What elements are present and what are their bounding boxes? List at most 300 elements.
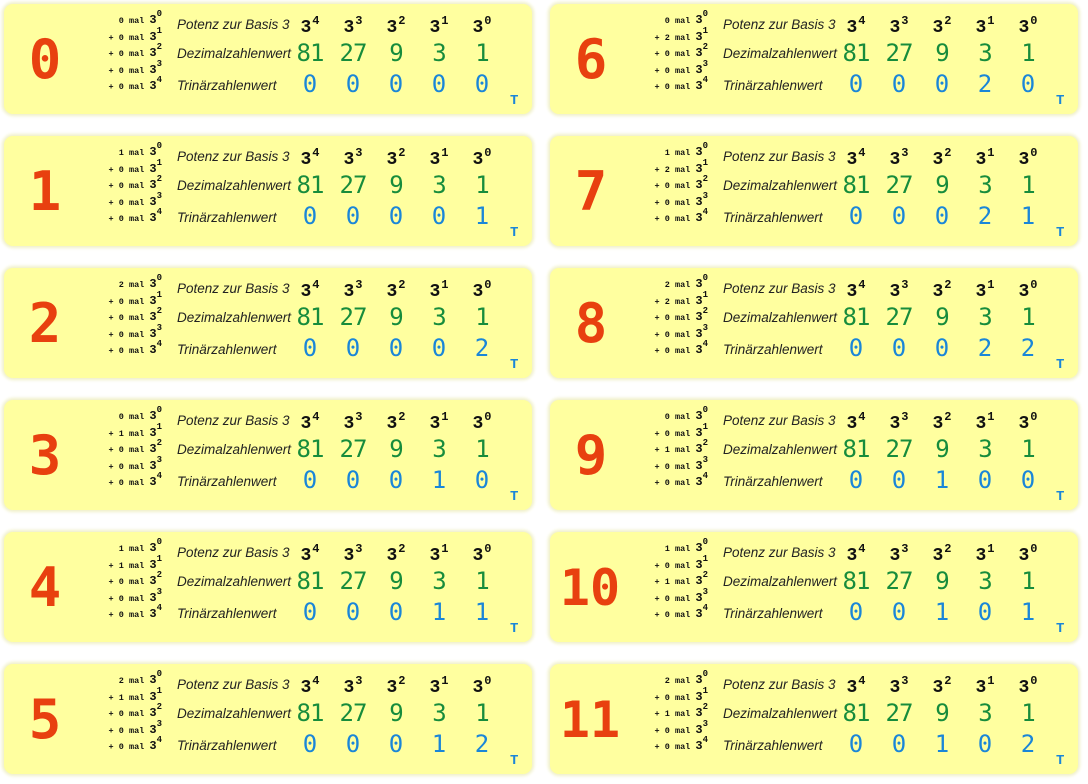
expansion-term (78, 421, 162, 438)
power-label: Potenz zur Basis 3 (177, 149, 290, 164)
term-mal: mal (674, 709, 691, 719)
term-base: 3 (695, 475, 703, 489)
term-exponent: 2 (702, 702, 708, 712)
ternary-digit: 0 (891, 334, 907, 362)
term-mal: mal (674, 577, 691, 587)
number-card (550, 664, 1078, 774)
decimal-cell: 1 (1021, 699, 1035, 727)
term-exponent: 3 (702, 322, 708, 333)
term-coefficient: 0 (118, 742, 124, 752)
term-prefix: + (108, 593, 119, 604)
term-exponent: 3 (702, 586, 708, 597)
term-mal: mal (128, 610, 145, 620)
term-coefficient: 0 (118, 461, 124, 472)
term-exponent: 1 (702, 421, 708, 432)
ternary-digit: 0 (302, 70, 318, 98)
term-prefix: + (654, 329, 665, 340)
ternary-digit: 0 (388, 202, 404, 230)
term-mal: mal (674, 676, 691, 686)
ternary-digit: 0 (388, 70, 404, 98)
decimal-cell: 81 (842, 171, 870, 199)
term-mal: mal (674, 49, 691, 59)
ternary-subscript: T (510, 489, 519, 505)
term-base: 3 (695, 409, 703, 423)
term-exponent: 4 (156, 735, 162, 745)
power-cell: $3^0$ (1018, 410, 1038, 434)
term-exponent: 1 (156, 421, 162, 432)
power-cell: $3^2$ (932, 410, 952, 434)
term-mal: mal (128, 676, 145, 686)
term-base: 3 (695, 689, 703, 704)
decimal-label: Dezimalzahlenwert (723, 574, 838, 589)
term-prefix: + (108, 577, 119, 587)
power-cell: $3^2$ (932, 14, 952, 38)
ternary-digit: 1 (1020, 598, 1036, 626)
decimal-cell: 9 (389, 303, 403, 331)
decimal-cell: 3 (978, 39, 992, 67)
decimal-cell: 3 (978, 171, 992, 199)
term-prefix: + (108, 197, 119, 208)
term-exponent: 2 (156, 438, 162, 448)
term-base: 3 (149, 409, 157, 423)
ternary-digit: 0 (891, 202, 907, 230)
expansion-term (624, 404, 708, 421)
term-prefix: + (654, 725, 665, 736)
power-label: Potenz zur Basis 3 (723, 149, 836, 164)
ternary-digit: 0 (1020, 70, 1036, 98)
term-exponent: 0 (702, 141, 708, 151)
decimal-cell: 9 (935, 171, 949, 199)
power-cell: $3^3$ (343, 410, 363, 434)
term-mal: mal (128, 313, 145, 323)
decimal-cell: 1 (1021, 567, 1035, 595)
ternary-label: Trinärzahlenwert (177, 474, 277, 489)
term-base: 3 (149, 607, 157, 621)
ternary-digit: 0 (848, 202, 864, 230)
term-prefix: + (108, 49, 119, 59)
power-cell: $3^1$ (975, 410, 995, 434)
term-base: 3 (695, 79, 703, 93)
decimal-number: 6 (574, 28, 608, 91)
decimal-cell: 1 (1021, 171, 1035, 199)
number-card (4, 268, 532, 378)
ternary-digit: 0 (977, 598, 993, 626)
term-base: 3 (695, 574, 703, 588)
term-base: 3 (149, 557, 157, 572)
term-exponent: 2 (702, 42, 708, 52)
term-mal: mal (128, 346, 145, 356)
term-exponent: 2 (702, 570, 708, 580)
term-coefficient: 0 (118, 296, 124, 307)
term-base: 3 (149, 62, 157, 77)
decimal-label: Dezimalzahlenwert (723, 442, 838, 457)
term-prefix: + (108, 610, 119, 620)
term-mal: mal (674, 692, 691, 703)
term-prefix: + (108, 346, 119, 356)
term-exponent: 1 (156, 553, 162, 564)
term-prefix: + (108, 82, 119, 92)
ternary-subscript: T (510, 621, 519, 637)
term-coefficient: 2 (118, 676, 124, 686)
decimal-cell: 27 (885, 171, 913, 199)
ternary-subscript: T (1056, 357, 1065, 373)
ternary-digit: 0 (431, 334, 447, 362)
term-prefix: + (108, 164, 119, 175)
term-exponent: 0 (702, 405, 708, 415)
expansion-term (624, 58, 708, 75)
term-exponent: 0 (156, 273, 162, 283)
term-exponent: 0 (156, 141, 162, 151)
expansion-term (624, 470, 708, 487)
decimal-number: 8 (574, 292, 608, 355)
ternary-subscript: T (510, 93, 519, 109)
decimal-cell: 1 (1021, 435, 1035, 463)
term-exponent: 3 (156, 322, 162, 333)
term-base: 3 (149, 194, 157, 209)
term-base: 3 (695, 442, 703, 456)
expansion-term (78, 8, 162, 25)
decimal-cell: 9 (935, 699, 949, 727)
term-mal: mal (128, 412, 145, 422)
term-exponent: 3 (702, 190, 708, 201)
term-exponent: 3 (702, 718, 708, 729)
expansion-term (624, 8, 708, 25)
power-cell: $3^0$ (1018, 14, 1038, 38)
term-exponent: 1 (702, 685, 708, 696)
term-prefix: + (108, 181, 119, 191)
expansion-sum (78, 668, 162, 751)
term-mal: mal (128, 16, 145, 26)
term-coefficient: 0 (664, 461, 670, 472)
term-base: 3 (695, 326, 703, 341)
expansion-term (624, 206, 708, 223)
term-coefficient: 1 (664, 577, 670, 587)
decimal-number: 5 (28, 688, 62, 751)
term-exponent: 2 (702, 306, 708, 316)
term-mal: mal (674, 593, 691, 604)
term-coefficient: 1 (664, 709, 670, 719)
ternary-digit: 0 (891, 70, 907, 98)
decimal-cell: 9 (389, 171, 403, 199)
term-base: 3 (149, 442, 157, 456)
expansion-term (624, 338, 708, 355)
ternary-digit: 1 (474, 598, 490, 626)
decimal-cell: 27 (885, 303, 913, 331)
term-base: 3 (149, 739, 157, 753)
decimal-cell: 1 (475, 303, 489, 331)
power-cell: $3^4$ (300, 146, 320, 170)
power-cell: $3^4$ (846, 410, 866, 434)
term-mal: mal (674, 346, 691, 356)
expansion-sum (78, 536, 162, 619)
term-mal: mal (128, 197, 145, 208)
ternary-digit: 1 (431, 598, 447, 626)
expansion-term (78, 470, 162, 487)
ternary-digit: 1 (934, 598, 950, 626)
ternary-digit: 0 (302, 730, 318, 758)
decimal-number: 11 (559, 691, 621, 749)
ternary-subscript: T (1056, 225, 1065, 241)
term-mal: mal (674, 610, 691, 620)
term-mal: mal (674, 725, 691, 736)
term-mal: mal (674, 478, 691, 488)
term-base: 3 (695, 343, 703, 357)
decimal-cell: 81 (296, 171, 324, 199)
term-base: 3 (149, 706, 157, 720)
decimal-number: 1 (28, 160, 62, 223)
power-cell: $3^3$ (889, 14, 909, 38)
term-exponent: 1 (156, 25, 162, 36)
expansion-term (78, 553, 162, 570)
term-mal: mal (128, 709, 145, 719)
power-cell: $3^4$ (846, 14, 866, 38)
expansion-term (624, 190, 708, 207)
ternary-subscript: T (510, 753, 519, 769)
expansion-term (624, 74, 708, 91)
ternary-subscript: T (1056, 489, 1065, 505)
expansion-sum (624, 8, 708, 91)
expansion-term (624, 734, 708, 751)
expansion-term (78, 74, 162, 91)
expansion-sum (624, 536, 708, 619)
ternary-digit: 0 (345, 598, 361, 626)
decimal-cell: 27 (885, 567, 913, 595)
term-exponent: 2 (156, 702, 162, 712)
term-base: 3 (695, 29, 703, 44)
term-prefix: + (654, 742, 665, 752)
term-mal: mal (128, 461, 145, 472)
term-mal: mal (128, 329, 145, 340)
term-base: 3 (695, 277, 703, 291)
ternary-digit: 0 (848, 334, 864, 362)
term-base: 3 (149, 673, 157, 687)
term-exponent: 4 (702, 339, 708, 349)
term-coefficient: 0 (118, 346, 124, 356)
term-base: 3 (695, 145, 703, 159)
expansion-term (624, 437, 708, 454)
term-base: 3 (695, 557, 703, 572)
term-coefficient: 0 (118, 16, 124, 26)
decimal-number: 4 (28, 556, 62, 619)
term-coefficient: 0 (664, 346, 670, 356)
power-cell: $3^4$ (300, 674, 320, 698)
term-base: 3 (149, 161, 157, 176)
term-exponent: 4 (156, 471, 162, 481)
term-exponent: 4 (156, 603, 162, 613)
ternary-digit: 1 (934, 466, 950, 494)
ternary-digit: 0 (388, 730, 404, 758)
expansion-term (78, 322, 162, 339)
ternary-label: Trinärzahlenwert (723, 738, 823, 753)
term-exponent: 2 (156, 42, 162, 52)
expansion-term (78, 272, 162, 289)
ternary-digit: 2 (474, 334, 490, 362)
term-base: 3 (695, 62, 703, 77)
ternary-digit: 2 (1020, 730, 1036, 758)
term-prefix: + (108, 32, 119, 43)
term-coefficient: 2 (664, 676, 670, 686)
term-coefficient: 0 (664, 65, 670, 76)
term-coefficient: 1 (664, 445, 670, 455)
ternary-digit: 0 (302, 466, 318, 494)
term-coefficient: 0 (118, 313, 124, 323)
term-base: 3 (149, 425, 157, 440)
ternary-label: Trinärzahlenwert (177, 606, 277, 621)
power-cell: $3^2$ (932, 674, 952, 698)
expansion-sum (78, 8, 162, 91)
term-base: 3 (149, 277, 157, 291)
term-exponent: 0 (156, 405, 162, 415)
term-base: 3 (695, 706, 703, 720)
decimal-label: Dezimalzahlenwert (177, 310, 292, 325)
decimal-cell: 81 (296, 303, 324, 331)
number-card (4, 4, 532, 114)
ternary-subscript: T (1056, 621, 1065, 637)
decimal-label: Dezimalzahlenwert (723, 310, 838, 325)
term-base: 3 (149, 326, 157, 341)
term-coefficient: 2 (664, 280, 670, 290)
power-cell: $3^1$ (975, 14, 995, 38)
term-coefficient: 0 (118, 65, 124, 76)
term-base: 3 (695, 607, 703, 621)
power-cell: $3^1$ (429, 14, 449, 38)
term-mal: mal (128, 725, 145, 736)
term-prefix: + (108, 445, 119, 455)
number-card (4, 400, 532, 510)
decimal-label: Dezimalzahlenwert (177, 178, 292, 193)
term-coefficient: 0 (118, 197, 124, 208)
number-card (4, 532, 532, 642)
decimal-label: Dezimalzahlenwert (177, 46, 292, 61)
expansion-term (78, 569, 162, 586)
term-coefficient: 0 (664, 593, 670, 604)
decimal-cell: 1 (475, 39, 489, 67)
term-exponent: 2 (702, 174, 708, 184)
expansion-term (624, 602, 708, 619)
power-cell: $3^4$ (300, 542, 320, 566)
term-coefficient: 0 (664, 181, 670, 191)
expansion-term (78, 536, 162, 553)
term-mal: mal (128, 560, 145, 571)
term-prefix: + (654, 346, 665, 356)
expansion-term (78, 668, 162, 685)
term-base: 3 (695, 541, 703, 555)
power-label: Potenz zur Basis 3 (723, 413, 836, 428)
power-cell: $3^0$ (472, 14, 492, 38)
power-cell: $3^0$ (472, 410, 492, 434)
term-exponent: 0 (156, 9, 162, 19)
term-mal: mal (674, 412, 691, 422)
term-coefficient: 0 (664, 560, 670, 571)
term-prefix: + (108, 65, 119, 76)
term-base: 3 (149, 343, 157, 357)
term-base: 3 (149, 13, 157, 27)
ternary-digit: 0 (388, 598, 404, 626)
expansion-term (78, 140, 162, 157)
power-cell: $3^0$ (472, 146, 492, 170)
power-cell: $3^2$ (386, 14, 406, 38)
term-mal: mal (128, 148, 145, 158)
term-coefficient: 0 (118, 709, 124, 719)
term-mal: mal (674, 65, 691, 76)
term-mal: mal (128, 478, 145, 488)
term-exponent: 0 (702, 537, 708, 547)
term-prefix: + (654, 313, 665, 323)
ternary-digit: 0 (848, 730, 864, 758)
term-coefficient: 2 (664, 296, 670, 307)
term-exponent: 3 (156, 586, 162, 597)
expansion-term (624, 421, 708, 438)
power-cell: $3^0$ (1018, 674, 1038, 698)
ternary-digit: 0 (302, 202, 318, 230)
term-prefix: + (654, 577, 665, 587)
term-exponent: 4 (702, 207, 708, 217)
decimal-cell: 1 (475, 567, 489, 595)
decimal-number: 9 (574, 424, 608, 487)
term-prefix: + (654, 461, 665, 472)
term-coefficient: 1 (664, 544, 670, 554)
expansion-term (624, 569, 708, 586)
term-mal: mal (674, 197, 691, 208)
decimal-cell: 27 (339, 699, 367, 727)
term-coefficient: 0 (664, 412, 670, 422)
expansion-sum (78, 140, 162, 223)
power-cell: $3^3$ (343, 278, 363, 302)
term-base: 3 (149, 722, 157, 737)
expansion-sum (624, 272, 708, 355)
decimal-cell: 3 (432, 39, 446, 67)
term-coefficient: 1 (118, 544, 124, 554)
expansion-term (624, 157, 708, 174)
decimal-cell: 3 (432, 567, 446, 595)
term-exponent: 3 (156, 454, 162, 465)
expansion-term (78, 734, 162, 751)
decimal-cell: 27 (885, 699, 913, 727)
term-mal: mal (674, 214, 691, 224)
term-mal: mal (674, 445, 691, 455)
expansion-term (78, 701, 162, 718)
ternary-digit: 0 (934, 70, 950, 98)
expansion-sum (624, 404, 708, 487)
ternary-digit: 2 (474, 730, 490, 758)
expansion-term (78, 190, 162, 207)
ternary-digit: 0 (891, 730, 907, 758)
term-prefix: + (108, 461, 119, 472)
term-exponent: 4 (702, 471, 708, 481)
ternary-digit: 0 (848, 466, 864, 494)
ternary-digit: 0 (388, 466, 404, 494)
decimal-cell: 9 (389, 699, 403, 727)
term-base: 3 (695, 722, 703, 737)
term-exponent: 0 (156, 669, 162, 679)
term-prefix: + (654, 164, 665, 175)
power-label: Potenz zur Basis 3 (723, 17, 836, 32)
number-card (550, 268, 1078, 378)
term-base: 3 (695, 13, 703, 27)
decimal-cell: 9 (389, 567, 403, 595)
term-coefficient: 0 (664, 197, 670, 208)
term-mal: mal (128, 428, 145, 439)
term-base: 3 (149, 574, 157, 588)
ternary-digit: 0 (474, 466, 490, 494)
power-cell: $3^3$ (889, 674, 909, 698)
term-coefficient: 0 (118, 725, 124, 736)
term-base: 3 (149, 689, 157, 704)
term-exponent: 0 (702, 9, 708, 19)
ternary-subscript: T (510, 357, 519, 373)
term-exponent: 0 (156, 537, 162, 547)
term-base: 3 (695, 425, 703, 440)
